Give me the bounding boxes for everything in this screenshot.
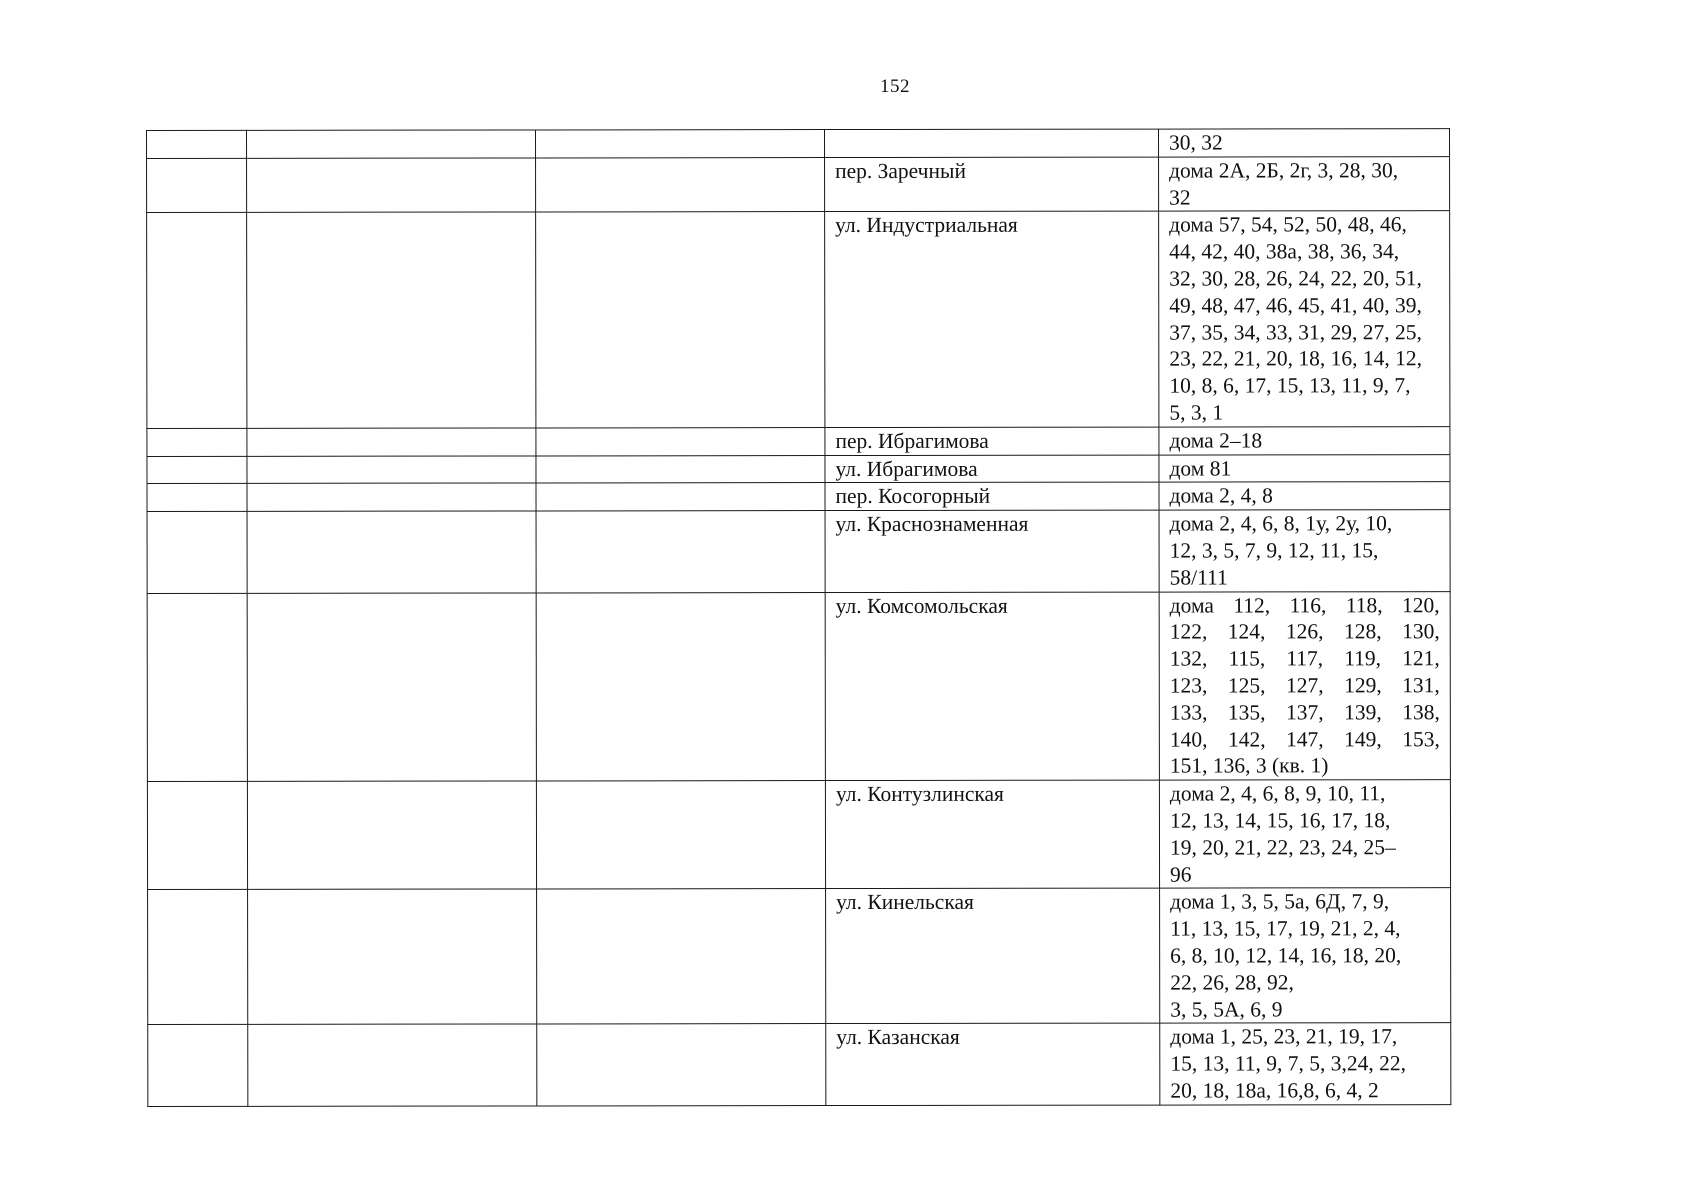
empty-cell: [247, 511, 536, 593]
table-row: [147, 129, 1450, 159]
houses-line: дома 2, 4, 6, 8, 1у, 2у, 10,: [1169, 511, 1393, 536]
table-row: [147, 591, 1450, 781]
street-cell: пер. Косогорный: [825, 482, 1159, 510]
empty-cell: [247, 593, 536, 782]
houses-line: 123, 125, 127, 129, 131,: [1169, 673, 1440, 698]
houses-line: 96: [1170, 862, 1192, 887]
houses-cell: [1159, 211, 1450, 427]
empty-cell: [247, 212, 536, 428]
houses-cell: [1159, 426, 1450, 454]
table-row: [148, 888, 1451, 1025]
houses-line: дома 57, 54, 52, 50, 48, 46,: [1169, 212, 1407, 237]
empty-cell: [148, 1025, 248, 1107]
houses-line: 58/111: [1169, 565, 1228, 590]
houses-cell: [1159, 780, 1450, 889]
empty-cell: [147, 158, 247, 213]
houses-line: 5, 3, 1: [1169, 400, 1224, 425]
empty-cell: [537, 889, 826, 1024]
table-row: [147, 426, 1450, 456]
table-row: [147, 482, 1450, 512]
houses-line: 133, 135, 137, 139, 138,: [1169, 699, 1440, 725]
page-number: 152: [880, 76, 910, 97]
houses-line: дома 2, 4, 6, 8, 9, 10, 11,: [1169, 781, 1386, 806]
empty-cell: [247, 428, 536, 456]
houses-line: 30, 32: [1169, 130, 1223, 155]
table-row: [147, 454, 1450, 484]
empty-cell: [248, 1024, 537, 1106]
houses-cell: [1160, 888, 1451, 1023]
empty-cell: [147, 512, 247, 594]
houses-line: 151, 136, 3 (кв. 1): [1169, 753, 1329, 778]
empty-cell: [536, 427, 825, 455]
houses-line: 3, 5, 5А, 6, 9: [1170, 996, 1283, 1022]
houses-line: 132, 115, 117, 119, 121,: [1169, 646, 1440, 671]
empty-cell: [536, 511, 825, 593]
empty-cell: [247, 483, 536, 511]
empty-cell: [147, 213, 247, 429]
street-cell: ул. Краснознаменная: [825, 510, 1159, 592]
table-row: [147, 156, 1450, 212]
empty-cell: [247, 130, 536, 158]
empty-cell: [536, 130, 825, 158]
houses-line: дома 2, 4, 8: [1169, 483, 1273, 508]
houses-line: 22, 26, 28, 92,: [1170, 970, 1294, 995]
street-cell: ул. Индустриальная: [825, 211, 1159, 427]
empty-cell: [147, 428, 247, 456]
street-cell: пер. Заречный: [825, 157, 1159, 212]
houses-line: 140, 142, 147, 149, 153,: [1169, 726, 1440, 752]
houses-line: дом 81: [1169, 456, 1232, 481]
houses-line: дома 1, 25, 23, 21, 19, 17,: [1170, 1024, 1398, 1049]
street-cell: ул. Контузлинская: [825, 780, 1159, 889]
empty-cell: [248, 889, 537, 1024]
houses-line: 12, 13, 14, 15, 16, 17, 18,: [1169, 808, 1391, 833]
houses-cell: [1159, 156, 1450, 211]
houses-line: 49, 48, 47, 46, 45, 41, 40, 39,: [1169, 292, 1422, 318]
street-cell: ул. Комсомольская: [825, 592, 1159, 781]
empty-cell: [147, 593, 247, 782]
table-row: [147, 510, 1450, 593]
houses-cell: [1160, 1023, 1451, 1105]
houses-line: дома 112, 116, 118, 120,: [1169, 592, 1440, 618]
empty-cell: [147, 130, 247, 158]
table-row: [147, 780, 1450, 890]
address-table-body: [147, 129, 1451, 1107]
empty-cell: [147, 781, 247, 889]
houses-line: 6, 8, 10, 12, 14, 16, 18, 20,: [1170, 943, 1402, 968]
houses-line: 12, 3, 5, 7, 9, 12, 11, 15,: [1169, 538, 1379, 563]
houses-line: 32: [1169, 185, 1191, 210]
empty-cell: [536, 157, 825, 212]
houses-line: 44, 42, 40, 38а, 38, 36, 34,: [1169, 239, 1400, 264]
street-cell: ул. Казанская: [826, 1023, 1160, 1105]
houses-line: 37, 35, 34, 33, 31, 29, 27, 25,: [1169, 319, 1422, 345]
houses-cell: [1159, 482, 1450, 510]
houses-cell: [1159, 510, 1450, 592]
empty-cell: [536, 592, 825, 781]
houses-line: 122, 124, 126, 128, 130,: [1169, 619, 1440, 644]
empty-cell: [247, 456, 536, 484]
houses-line: 19, 20, 21, 22, 23, 24, 25–: [1169, 834, 1396, 860]
houses-line: 11, 13, 15, 17, 19, 21, 2, 4,: [1170, 916, 1401, 941]
street-cell: ул. Кинельская: [826, 888, 1160, 1023]
houses-cell: [1159, 591, 1450, 780]
empty-cell: [536, 455, 825, 483]
houses-line: 20, 18, 18а, 16,8, 6, 4, 2: [1170, 1078, 1379, 1103]
houses-cell: [1159, 454, 1450, 482]
empty-cell: [147, 484, 247, 512]
empty-cell: [247, 158, 536, 213]
houses-line: 15, 13, 11, 9, 7, 5, 3,24, 22,: [1170, 1051, 1407, 1076]
street-cell: ул. Ибрагимова: [825, 455, 1159, 483]
houses-line: 32, 30, 28, 26, 24, 22, 20, 51,: [1169, 266, 1422, 291]
street-cell: пер. Ибрагимова: [825, 427, 1159, 455]
empty-cell: [147, 456, 247, 484]
houses-line: дома 2–18: [1169, 428, 1263, 453]
street-cell: [825, 129, 1159, 157]
table-row: [147, 211, 1450, 428]
houses-line: дома 2А, 2Б, 2г, 3, 28, 30,: [1169, 158, 1399, 183]
empty-cell: [537, 1024, 826, 1106]
empty-cell: [536, 781, 825, 890]
houses-line: 23, 22, 21, 20, 18, 16, 14, 12,: [1169, 346, 1422, 371]
table-row: [148, 1023, 1451, 1106]
houses-line: дома 1, 3, 5, 5а, 6Д, 7, 9,: [1170, 889, 1390, 914]
address-table: [146, 128, 1451, 1107]
empty-cell: [536, 483, 825, 511]
houses-line: 10, 8, 6, 17, 15, 13, 11, 9, 7,: [1169, 373, 1411, 398]
houses-cell: [1158, 129, 1449, 157]
empty-cell: [148, 890, 248, 1025]
empty-cell: [536, 212, 825, 428]
empty-cell: [247, 781, 536, 890]
